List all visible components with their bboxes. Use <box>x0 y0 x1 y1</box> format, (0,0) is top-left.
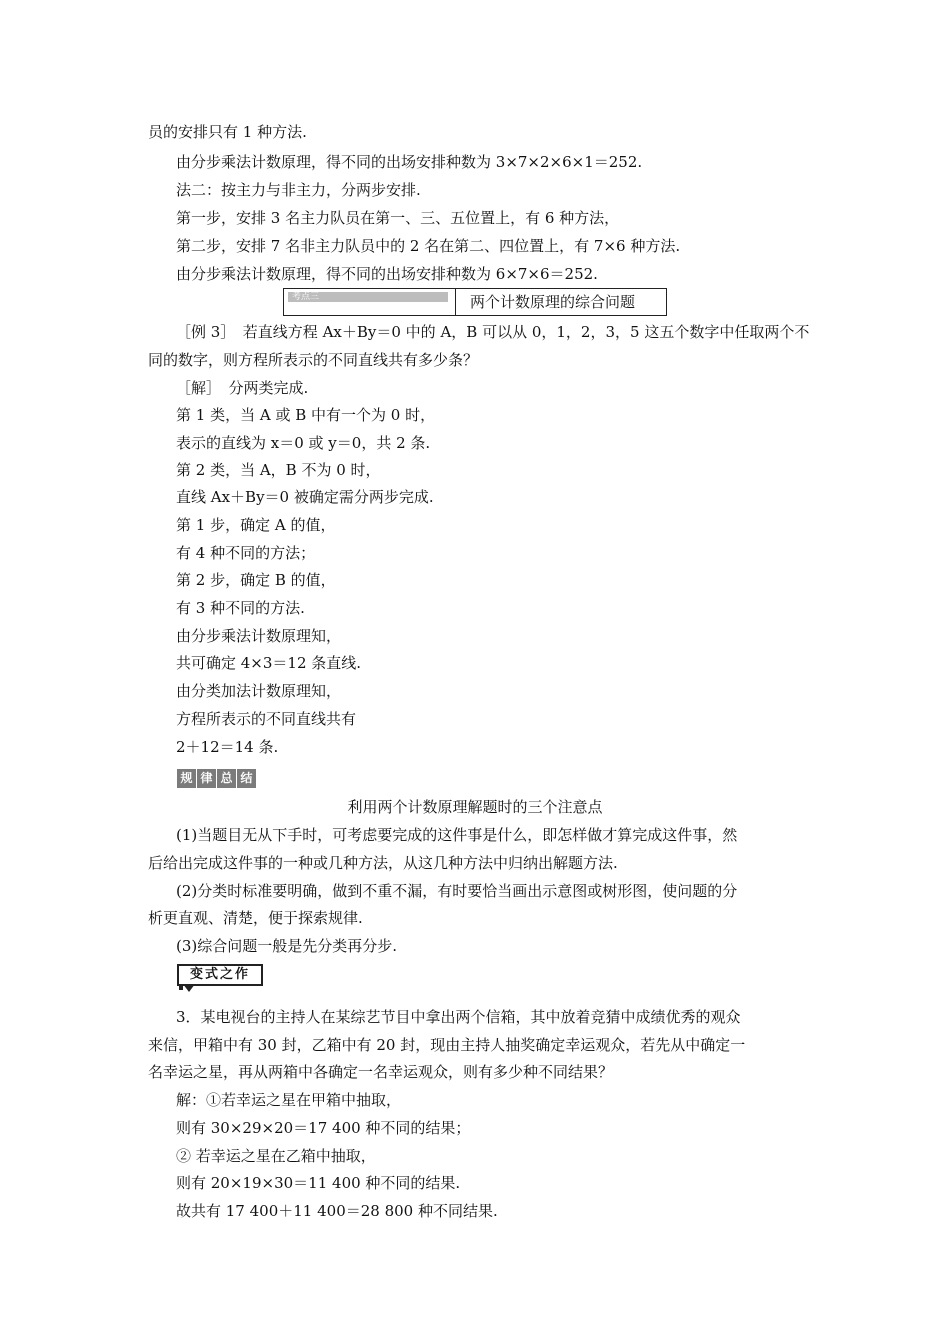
variant-line: 则有 30×29×20＝17 400 种不同的结果； <box>176 1119 471 1137</box>
topic-tag-badge <box>288 292 448 302</box>
summary-badge-char: 总 <box>217 769 236 788</box>
text-line: 第一步，安排 3 名主力队员在第一、三、五位置上，有 6 种方法， <box>176 209 620 227</box>
topic-divider <box>455 289 456 315</box>
variant-line: 故共有 17 400＋11 400＝28 800 种不同结果. <box>176 1202 498 1220</box>
example-line: 第 2 步，确定 B 的值， <box>176 571 336 589</box>
example-line: 有 4 种不同的方法； <box>176 544 316 562</box>
example-line: 表示的直线为 x＝0 或 y＝0，共 2 条. <box>176 434 431 452</box>
example-line: 2＋12＝14 条. <box>176 738 279 756</box>
summary-badge-char: 规 <box>177 769 196 788</box>
variant-line: 来信，甲箱中有 30 封，乙箱中有 20 封，现由主持人抽奖确定幸运观众，若先从中确定一 <box>148 1036 746 1054</box>
example-line: 共可确定 4×3＝12 条直线. <box>176 654 362 672</box>
text-line: 法二：按主力与非主力，分两步安排. <box>176 181 421 199</box>
example-line: ［解］ 分两类完成. <box>176 379 309 397</box>
example-line: 由分类加法计数原理知， <box>176 682 342 700</box>
example-line: 由分步乘法计数原理知， <box>176 627 342 645</box>
variant-badge <box>177 964 265 990</box>
variant-line: 名幸运之星，再从两箱中各确定一名幸运观众，则有多少种不同结果？ <box>148 1063 614 1081</box>
summary-line: 析更直观、清楚，便于探索规律. <box>148 909 363 927</box>
example-line: 有 3 种不同的方法. <box>176 599 305 617</box>
text-line: 员的安排只有 1 种方法. <box>148 123 307 141</box>
example-line: 方程所表示的不同直线共有 <box>176 710 357 728</box>
summary-badge-char: 结 <box>237 769 256 788</box>
example-line: 第 1 类，当 A 或 B 中有一个为 0 时， <box>176 406 436 424</box>
example-line: 同的数字，则方程所表示的不同直线共有多少条？ <box>148 351 479 369</box>
text-line: 由分步乘法计数原理，得不同的出场安排种数为 6×7×6＝252. <box>176 265 598 283</box>
summary-line: (2)分类时标准要明确，做到不重不漏，有时要恰当画出示意图或树形图，使问题的分 <box>176 882 738 900</box>
text-line: 第二步，安排 7 名非主力队员中的 2 名在第二、四位置上，有 7×6 种方法. <box>176 237 681 255</box>
text-line: 由分步乘法计数原理，得不同的出场安排种数为 3×7×2×6×1＝252. <box>176 153 643 171</box>
topic-header <box>283 288 667 316</box>
variant-badge-label: 变式之作 <box>177 964 263 986</box>
summary-badge-char: 律 <box>197 769 216 788</box>
example-line: 直线 Ax＋By＝0 被确定需分两步完成. <box>176 488 434 506</box>
summary-title: 利用两个计数原理解题时的三个注意点 <box>347 798 603 816</box>
summary-line: (1)当题目无从下手时，可考虑要完成的这件事是什么，即怎样做才算完成这件事，然 <box>176 826 738 844</box>
arrow-down-icon <box>183 984 195 992</box>
variant-line: ② 若幸运之星在乙箱中抽取， <box>176 1147 376 1165</box>
example-line: 第 1 步，确定 A 的值， <box>176 516 336 534</box>
summary-line: (3)综合问题一般是先分类再分步. <box>176 937 398 955</box>
summary-line: 后给出完成这件事的一种或几种方法，从这几种方法中归纳出解题方法. <box>148 854 618 872</box>
example-line: 第 2 类，当 A，B 不为 0 时， <box>176 461 381 479</box>
topic-tag-label: 考点三 <box>292 292 320 302</box>
topic-title: 两个计数原理的综合问题 <box>470 293 636 311</box>
variant-line: 解：①若幸运之星在甲箱中抽取， <box>176 1091 402 1109</box>
variant-line: 3．某电视台的主持人在某综艺节目中拿出两个信箱，其中放着竞猜中成绩优秀的观众 <box>176 1008 741 1026</box>
variant-line: 则有 20×19×30＝11 400 种不同的结果. <box>176 1174 461 1192</box>
example-line: ［例 3］ 若直线方程 Ax＋By＝0 中的 A，B 可以从 0，1，2，3，5 这五个数字中任取两个不 <box>176 323 810 341</box>
summary-badge <box>177 769 256 788</box>
